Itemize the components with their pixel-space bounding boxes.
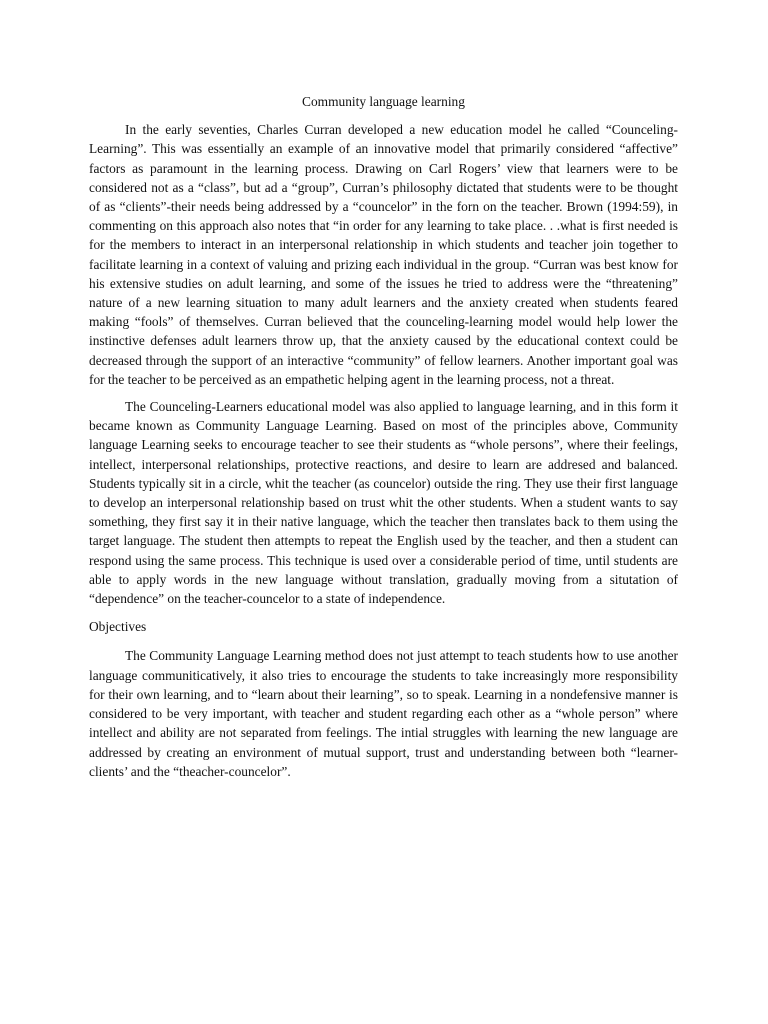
document-title: Community language learning [302,94,465,109]
paragraph-objectives: The Community Language Learning method does not just attempt to teach students how to use another language communiticatively, it also tries to encourage the students to take increasingly more responsibility for their own learning, and to “learn about their learning”, so to speak. Learning in a nondefensive manner is considered to be very important, with teacher and student regarding each other as a “whole person” where intellect and ability are not separated from feelings. The intial struggles with learning the new language are addressed by creating an environment of mutual support, trust and understanding between both “learner-clients’ and the “theacher-councelor”. [89,648,678,779]
section-heading-objectives: Objectives [89,619,147,635]
paragraph-community-language-learning: The Counceling-Learners educational model was also applied to language learning, and in this form it became known as Community Language Learning. Based on most of the principles above, Community language Learning seeks to encourage teacher to see their students as “whole persons”, where their feelings, intellect, interpersonal relationships, protective reactions, and desire to learn are addresed and balanced. Students typically sit in a circle, whit the teacher (as councelor) outside the ring. They use their first language to develop an interpersonal relationship based on trust whit the other students. When a student wants to say something, they first say it in their native language, which the teacher then translates back to them using the target language. The student then attempts to repeat the English used by the teacher, and then a student can respond using the same process. This technique is used over a considerable period of time, until students are able to apply words in the new language without translation, gradually moving from a situtation of “dependence” on the teacher-councelor to a state of independence. [89,399,678,607]
paragraph-intro: In the early seventies, Charles Curran developed a new education model he called “Counceling-Learning”. This was essentially an example of an innovative model that primarily considered “affective” factors as paramount in the learning process. Drawing on Carl Rogers’ view that learners were to be considered not as a “class”, but ad a “group”, Curran’s philosophy dictated that students were to be thought of as “clients”-their needs being addressed by a “councelor” in the forn on the teacher. Brown (1994:59), in commenting on this approach also notes that “in order for any learning to take place. . .what is first needed is for the members to interact in an interpersonal relationship in which students and teacher join together to facilitate learning in a context of valuing and prizing each individual in the group. “Curran was best know for his extensive studies on adult learning, and some of the issues he tried to address were the “threatening” nature of a new learning situation to many adult learners and the anxiety created when students feared making “fools” of themselves. Curran believed that the counceling-learning model would help lower the instinctive defenses adult learners throw up, that the anxiety caused by the educational context could be decreased through the support of an interactive “community” of fellow learners. Another important goal was for the teacher to be perceived as an empathetic helping agent in the learning process, not a threat. [89,122,678,387]
document-page [89,92,678,789]
